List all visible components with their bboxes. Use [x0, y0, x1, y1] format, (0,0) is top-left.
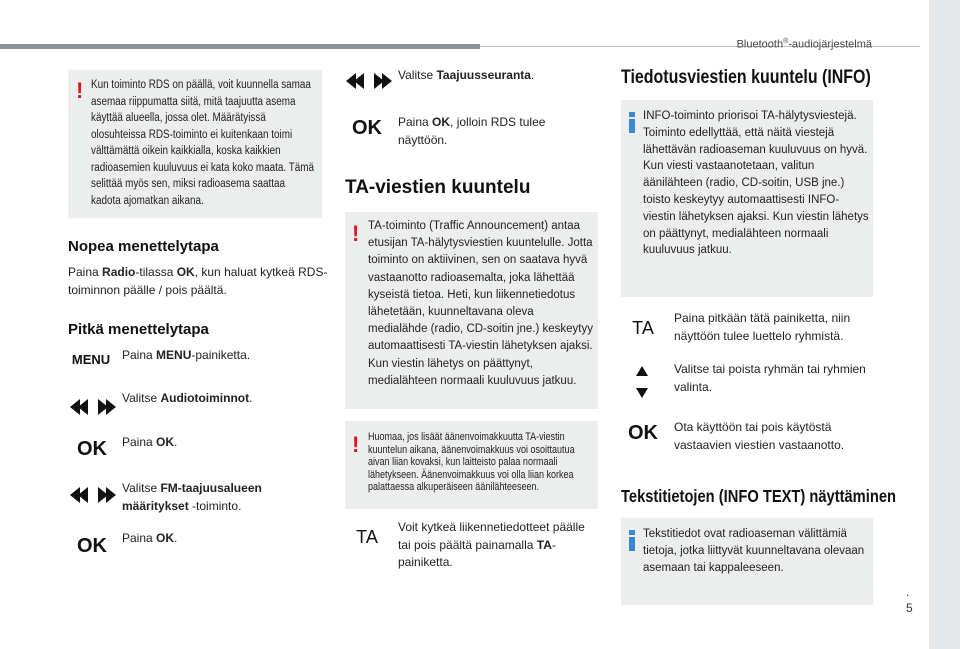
ta-key-icon: TA: [632, 318, 654, 338]
long-method-heading: Pitkä menettelytapa: [68, 321, 209, 338]
step-text: Valitse Taajuusseuranta.: [398, 68, 535, 82]
info-text-note-text: Tekstitiedot ovat radioaseman välittämiä tietoja, jotka liittyvät kuunneltavana olevaan asemaan tai kappaleeseen.: [643, 528, 865, 574]
continuation-marker: .: [906, 585, 910, 599]
quick-method-text: Paina Radio-tilassa OK, kun haluat kytkeä RDS-toiminnon päälle / pois päältä.: [68, 265, 328, 297]
rds-warning-text: Kun toiminto RDS on päällä, voit kuunnella samaa asemaa riippumatta siitä, mitä taajuutta asema käyttää alueella, jossa olet. Määrätyissä olosuhteissa RDS-toiminto ei kuitenkaan toimi välttämättä oikein kaikkialla, koska kaikkien radioasemien kuuluvuus ei kata koko maata. Tämä selittää myös sen, miksi radioasema saattaa kadota ajomatkan aikana.: [91, 79, 315, 207]
warning-icon: !: [352, 221, 360, 246]
ok-key-icon: OK: [628, 422, 658, 444]
up-down-arrows-icon: [636, 366, 648, 398]
info-icon: [629, 112, 635, 133]
left-right-arrows-icon: [70, 487, 116, 503]
info-heading: Tiedotusviestien kuuntelu (INFO): [621, 67, 871, 88]
info-note-text: INFO-toiminto priorisoi TA-hälytysviestejä. Toiminto edellyttää, että näitä viestejä lähettävän radioaseman kuuluvuus on hyvä. Kun viesti vastaanotetaan, valitun äänilähteen (radio, CD-soitin, USB jne.) toisto keskeytyy automaattisesti INFO-viestin lähetyksen ajaksi. Kun viestin lähetys on päättynyt, medialähteen normaali kuuluvuus jatkuu.: [643, 110, 869, 257]
step-text: Paina OK.: [122, 435, 178, 449]
ta-heading: TA-viestien kuuntelu: [345, 177, 531, 198]
page-edge-tab: [929, 0, 960, 649]
info-icon: [629, 530, 635, 551]
step-text: Valitse tai poista ryhmän tai ryhmien valinta.: [674, 362, 866, 394]
warning-icon: !: [76, 78, 84, 103]
ok-key-icon: OK: [77, 535, 107, 557]
warning-icon: !: [352, 432, 360, 457]
ok-key-icon: OK: [352, 117, 382, 139]
step-text: Paina OK.: [122, 531, 178, 545]
menu-key-icon: MENU: [71, 352, 111, 367]
top-rule: [0, 44, 480, 49]
running-header: Bluetooth®-audiojärjestelmä: [736, 38, 872, 51]
left-right-arrows-icon: [70, 399, 116, 415]
step-text: Voit kytkeä liikennetiedotteet päälle tai pois päältä painamalla TA-painiketta.: [398, 520, 585, 569]
ta-key-icon: TA: [356, 527, 378, 547]
step-text: Valitse FM-taajuusalueen määritykset -toiminto.: [122, 481, 262, 513]
ta-volume-warning-text: Huomaa, jos lisäät äänenvoimakkuutta TA-viestin kuuntelun aikana, äänenvoimakkuus voi osoittautua aivan liian kovaksi, kun laitteisto palaa normaali lähetykseen. Äänenvoimakkuus voi olla liian korkea palattaessa alkuperäiseen äänilähteeseen.: [368, 431, 575, 493]
ta-warning-text: TA-toiminto (Traffic Announcement) antaa etusijan TA-hälytysviestien kuuntelulle. Jotta toiminto on aktiivinen, sen on saatava hyvä vastaanotto radioasemalta, joka lähettää kyseistä tietoa. Heti, kun liikennetiedotus lähetetään, kuunneltavana oleva medialähde (radio, CD-soitin jne.) keskeytyy automaattisesti TA-viestin lähetyksen ajaksi. Kun viestin lähetys on päättynyt, medialähteen normaali kuuluvuus jatkuu.: [368, 220, 593, 387]
step-text: Ota käyttöön tai pois käytöstä vastaavien viestien vastaanotto.: [674, 420, 845, 452]
step-text: Paina pitkään tätä painiketta, niin näyttöön tulee luettelo ryhmistä.: [674, 311, 851, 343]
info-text-heading: Tekstitietojen (INFO TEXT) näyttäminen: [621, 486, 896, 506]
page-number: 5: [906, 601, 913, 615]
step-text: Valitse Audiotoiminnot.: [122, 391, 253, 405]
left-right-arrows-icon: [346, 73, 392, 89]
ok-key-icon: OK: [77, 438, 107, 460]
step-text: Paina MENU-painiketta.: [122, 348, 251, 362]
quick-method-heading: Nopea menettelytapa: [68, 238, 219, 255]
step-text: Paina OK, jolloin RDS tulee näyttöön.: [398, 115, 546, 147]
